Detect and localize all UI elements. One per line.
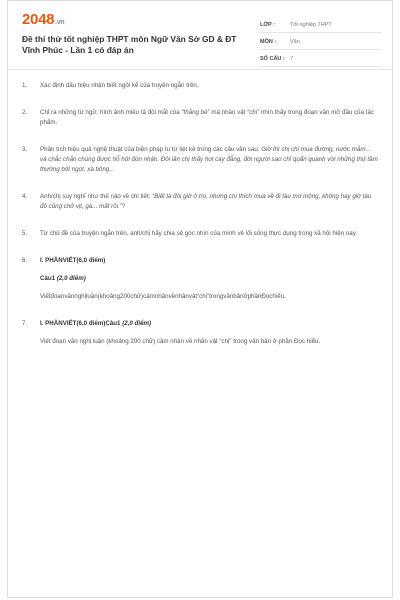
question-item	[22, 319, 378, 347]
page-title: Đề thi thử tốt nghiệp THPT môn Ngữ Văn Sở GD & ĐT Vĩnh Phúc - Lần 1 có đáp án	[22, 34, 237, 55]
meta-row-count	[260, 51, 382, 67]
question-list	[8, 70, 392, 347]
question-number: 1.	[22, 82, 28, 89]
question-number: 3.	[22, 146, 28, 153]
question-text: Viếtđoanvănnghịluận(khoảng200chữ)cảmnhậnvềnhânvật“chị”trongvănbảnởphầnĐọchiểu.	[40, 293, 286, 300]
question-item	[22, 108, 378, 128]
exam-meta	[260, 17, 382, 68]
meta-key: SỐ CÂU :	[260, 55, 285, 62]
meta-value: Tốt nghiệp THPT	[290, 21, 332, 28]
question-item	[22, 229, 378, 239]
question-text: Chỉ ra những từ ngữ, hình ảnh miêu tả đôi mắt của “thằng bé” mà nhân vật “chị” nhìn thấy trong đoạn văn mở đầu của tác phẩm.	[40, 109, 374, 126]
meta-value: 7	[290, 55, 294, 62]
site-logo[interactable]: 2048.vn	[22, 11, 65, 28]
question-number: 5.	[22, 230, 28, 237]
question-text: Xác định dấu hiệu nhận biết ngôi kể của truyện ngắn trên.	[40, 82, 199, 89]
meta-value: Văn	[290, 38, 300, 45]
question-text: Viết đoạn văn nghị luận (khoảng 200 chữ) cảm nhận về nhân vật “chị” trong văn bản ở phần Đọc hiểu.	[40, 338, 321, 345]
question-number: 7.	[22, 320, 28, 327]
meta-key: LỚP :	[260, 21, 275, 28]
meta-key: MÔN :	[260, 38, 277, 45]
meta-row-subject	[260, 34, 382, 50]
question-text: Từ chủ đề của truyện ngắn trên, anh/chị hãy chia sẻ góc nhìn của mình về lối sống thực dụng trong xã hội hiện nay.	[40, 230, 358, 237]
meta-row-class	[260, 17, 382, 33]
question-number: 4.	[22, 193, 28, 200]
question-item	[22, 192, 378, 212]
exam-page	[7, 0, 393, 598]
section-heading: I. PHẦNVIẾT(6,0 điểm)	[40, 257, 106, 264]
question-item	[22, 256, 378, 302]
section-heading: I. PHẦNVIẾT(6,0 điểm)Câu1 (2,0 điểm)	[40, 320, 152, 327]
question-item	[22, 145, 378, 175]
sub-question-heading: Câu1 (2,0 điểm)	[40, 275, 86, 282]
question-number: 2.	[22, 109, 28, 116]
page-header	[8, 1, 392, 70]
question-number: 6.	[22, 257, 28, 264]
question-text: Phân tích hiệu quả nghệ thuật của biện pháp tu từ liệt kê trong các câu văn sau: Giờ thì chị chỉ mua đường, nước mắm... và chắc chắn chúng được hỗ hởi đón nhận. Đôi lần chị thấy hơi cay đắng, đời người sao chỉ quẩn quanh với những thứ tầm thường bột ngọt, xà bông...	[40, 146, 378, 173]
question-item	[22, 81, 378, 91]
question-text: Anh/chị suy nghĩ như thế nào về chi tiết: “Biết là đôi giờ ở trọ, nhưng chị thích mua về đi tàu mơ mộng, không hay giờ tàu đỏ cũng chở vịt, gà... mất rồi.”?	[40, 193, 372, 210]
